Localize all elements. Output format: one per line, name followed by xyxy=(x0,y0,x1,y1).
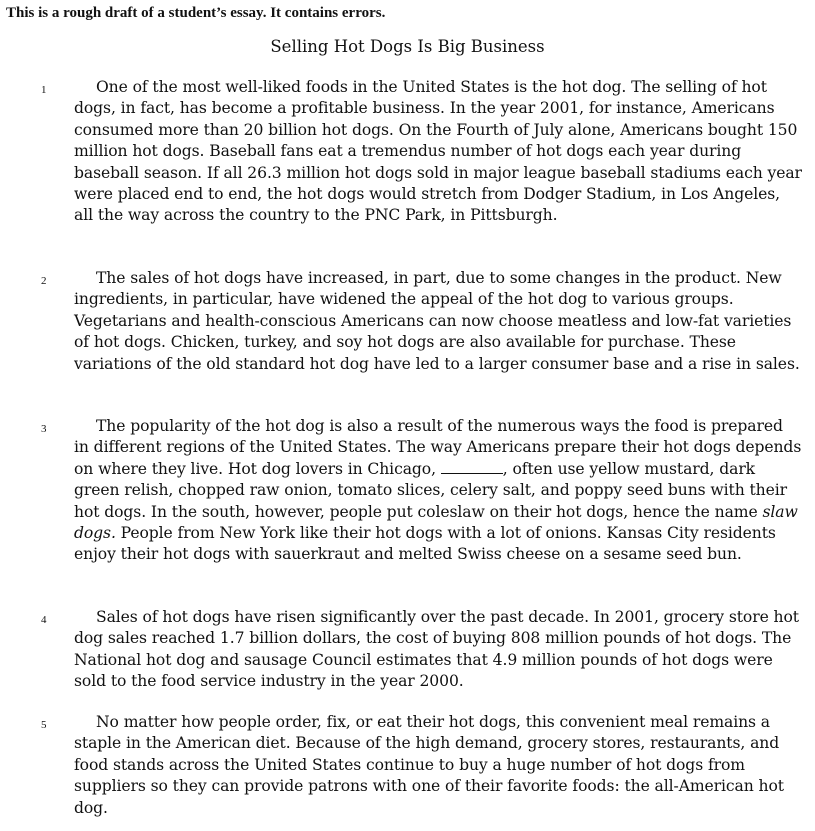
paragraph-number-4: 4 xyxy=(41,614,47,626)
paragraph-3-text-middle: , often use yellow mustard, dark green relish, chopped raw onion, tomato slices, celery salt, and poppy seed buns with their hot dogs. In the south, however, people put coleslaw on their hot dogs, hence the name xyxy=(74,459,787,521)
paragraph-4: Sales of hot dogs have risen significantly over the past decade. In 2001, grocery store hot dog sales reached 1.7 billion dollars, the cost of buying 808 million pounds of hot dogs. The National hot dog and sausage Council estimates that 4.9 million pounds of hot dogs were sold to the food service industry in the year 2000. xyxy=(74,608,799,691)
paragraph-2: The sales of hot dogs have increased, in part, due to some changes in the product. New ingredients, in particular, have widened the appeal of the hot dog to various groups. Vegetarians and health-conscious Americans can now choose meatless and low-fat varieties of hot dogs. Chicken, turkey, and soy hot dogs are also available for purchase. These variations of the old standard hot dog have led to a larger consumer base and a rise in sales. xyxy=(74,269,800,373)
italic-term: slaw dogs. xyxy=(74,502,798,543)
paragraph-number-5: 5 xyxy=(41,719,47,731)
paragraph-number-1: 1 xyxy=(41,84,47,96)
paragraph-3-text-end: People from New York like their hot dogs with a lot of onions. Kansas City residents enjoy their hot dogs with sauerkraut and melted Swiss cheese on a sesame seed bun. xyxy=(74,524,776,564)
answer-blank xyxy=(441,461,503,474)
paragraph-1: One of the most well-liked foods in the United States is the hot dog. The selling of hot dogs, in fact, has become a profitable business. In the year 2001, for instance, Americans consumed more than 20 billion hot dogs. On the Fourth of July alone, Americans bought 150 million hot dogs. Baseball fans eat a tremendus number of hot dogs each year during baseball season. If all 26.3 million hot dogs sold in major league baseball stadiums each year were placed end to end, the hot dogs would stretch from Dodger Stadium, in Los Angeles, all the way across the country to the PNC Park, in Pittsburgh. xyxy=(74,78,802,225)
paragraph-3-text-start: The popularity of the hot dog is also a result of the numerous ways the food is prepared in different regions of the United States. The way Americans prepare their hot dogs depends on where they live. Hot dog lovers in Chicago, xyxy=(74,417,802,478)
paragraph-3 xyxy=(74,416,802,566)
essay-title: Selling Hot Dogs Is Big Business xyxy=(270,37,545,56)
paragraph-5: No matter how people order, fix, or eat their hot dogs, this convenient meal remains a staple in the American diet. Because of the high demand, grocery stores, restaurants, and food stands across the United States continue to buy a huge number of hot dogs from suppliers so they can provide patrons with one of their favorite foods: the all-American hot dog. xyxy=(74,713,784,817)
draft-note: This is a rough draft of a student’s essay. It contains errors. xyxy=(6,5,386,21)
paragraph-number-2: 2 xyxy=(41,275,47,287)
paragraph-number-3: 3 xyxy=(41,423,47,435)
